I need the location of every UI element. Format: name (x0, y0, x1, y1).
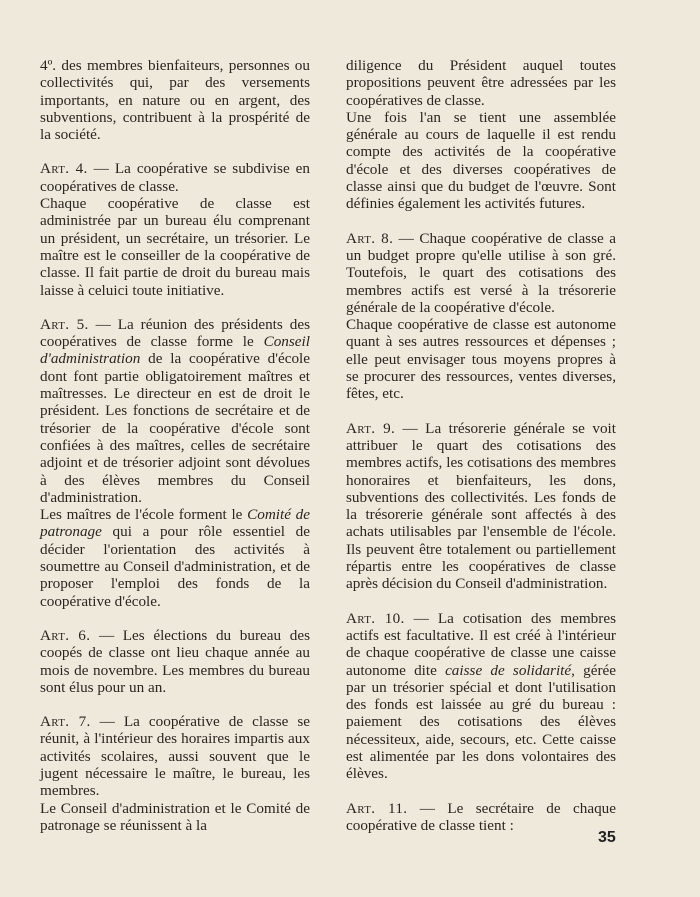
continuation-text: diligence du Président auquel toutes propositions peuvent être adressées par les coopératives de classe. (346, 57, 616, 109)
italic-term: Conseil d'administration (40, 333, 310, 368)
paragraph-members-benefactors: 4º. des membres bienfaiteurs, personnes ou collectivités qui, par des versements importants, en nature ou en argent, des subventions, contribuent à la prospérité de la société. (40, 57, 310, 144)
article-text: qui a pour rôle essentiel de décider l'orientation des activités à soumettre au Conseil d'administration, et de proposer l'emploi des fonds de la coopérative d'école. (40, 523, 310, 610)
article-text: — La réunion des présidents des coopératives de classe forme le (40, 315, 310, 351)
article-text: — Chaque coopérative de classe a un budget propre qu'elle utilise à son gré. Toutefois, le quart des cotisations des membres actifs est versé à la trésorerie générale de la coopérative d'école. (346, 229, 616, 316)
italic-term: Comité de patronage (40, 506, 310, 541)
article-text: — Le secrétaire de chaque coopérative de classe tient : (346, 799, 617, 834)
article-label: Art. 6. (40, 626, 91, 644)
article-text: — La trésorerie générale se voit attribuer le quart des cotisations des membres actifs, les cotisations des membres honoraires et bienfaiteurs, les dons, subventions des collectivités. Les fonds de la trésorerie générale sont affectés à des achats utilisables par l'ensemble de l'école. Ils peuvent être totalement ou partiellement répartis entre les coopératives de classe après décision du Conseil d'administration. (346, 419, 616, 593)
article-4-cont: Chaque coopérative de classe est administrée par un bureau élu comprenant un président, un secrétaire, un trésorier. Le maître est le conseiller de la coopérative de classe. Il fait partie de droit du bureau mais laisse à celuici toute initiative. (40, 195, 310, 299)
article-5-cont (40, 506, 310, 610)
article-6 (40, 627, 310, 696)
article-label: Art. 7. (40, 713, 91, 731)
article-text: — La cotisation des membres actifs est facultative. Il est créé à l'intérieur de chaque coopérative de classe une caisse autonome dite (346, 609, 616, 679)
article-11 (346, 800, 616, 835)
article-9 (346, 420, 616, 593)
article-label: Art. 5. (40, 315, 89, 333)
article-4 (40, 160, 310, 195)
article-label: Art. 8. (346, 229, 394, 247)
article-10 (346, 610, 616, 783)
article-label: Art. 4. (40, 160, 88, 178)
article-label: Art. 11. (346, 799, 408, 817)
article-8 (346, 230, 616, 316)
left-column (40, 57, 310, 834)
article-7-cont: Le Conseil d'administration et le Comité de patronage se réunissent à la (40, 799, 310, 834)
article-label: Art. 10. (346, 609, 405, 627)
article-text: — La coopérative se subdivise en coopératives de classe. (40, 160, 311, 195)
article-text: Les maîtres de l'école forment le (40, 506, 248, 524)
article-text: de la coopérative d'école dont font partie obligatoirement maîtres et maîtresses. Le directeur en est de droit le président. Les fonctions de secrétaire et de trésorier de la coopérative d'école sont confiées à des maîtres, celles de secrétaire adjoint et de trésorier adjoint sont dévolues à des élèves membres du Conseil d'administration. (40, 350, 310, 506)
article-label: Art. 9. (346, 419, 396, 437)
article-7 (40, 713, 310, 799)
article-8-cont: Chaque coopérative de classe est autonome quant à ses autres ressources et dépenses ; elle peut envisager tous moyens propres à se procurer des ressources, ventes diverses, fêtes, etc. (346, 316, 616, 403)
article-text: — La coopérative de classe se réunit, à l'intérieur des horaires impartis aux activités scolaires, aussi souvent que le jugent nécessaire le maître, le bureau, les membres. (40, 713, 311, 800)
article-text: , gérée par un trésorier spécial et dont l'utilisation des fonds est laissée au gré du bureau : paiement des cotisations des élèves nécessiteux, aide, secours, etc. Cette caisse est alimentée par les dons volontaires des élèves. (346, 661, 617, 783)
italic-term: caisse de solidarité (445, 661, 572, 679)
right-column (346, 57, 616, 834)
article-text: — Les élections du bureau des coopés de classe ont lieu chaque année au mois de novembre. Les membres du bureau sont élus pour un an. (40, 626, 310, 696)
general-assembly-text: Une fois l'an se tient une assemblée générale au cours de laquelle il est rendu compte des activités de la coopérative d'école et des diverses coopératives de classe ainsi que du budget de l'œuvre. Sont définies également les activités futures. (346, 108, 616, 213)
page-number: 35 (598, 829, 616, 846)
article-5 (40, 316, 310, 506)
